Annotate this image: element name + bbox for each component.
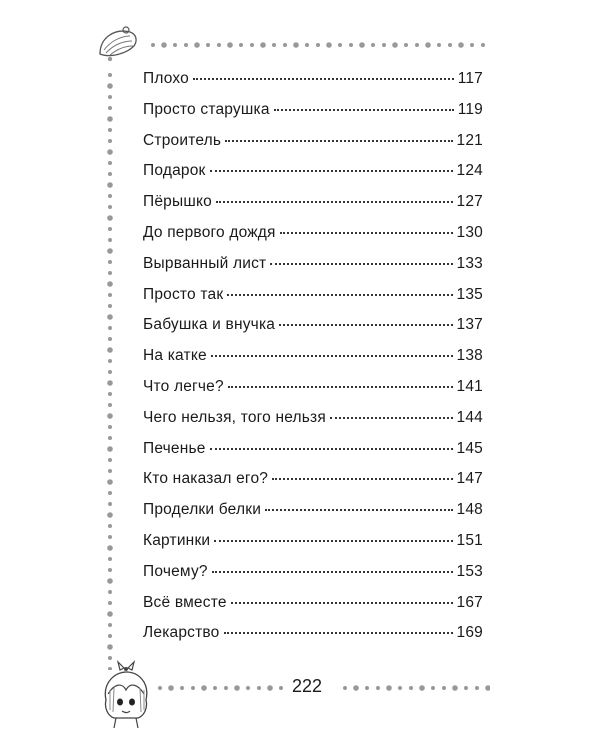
toc-leader-dots bbox=[193, 76, 454, 80]
border-dot bbox=[425, 42, 431, 48]
border-dot bbox=[151, 43, 155, 47]
toc-entry bbox=[143, 347, 483, 378]
toc-entry bbox=[143, 409, 483, 440]
border-dot bbox=[107, 314, 113, 320]
toc-entry bbox=[143, 440, 483, 471]
border-dot bbox=[398, 686, 402, 690]
border-dot bbox=[267, 685, 273, 691]
toc-entry bbox=[143, 132, 483, 163]
border-dot bbox=[108, 106, 112, 110]
border-dot bbox=[224, 686, 228, 690]
border-dot bbox=[108, 271, 112, 275]
border-dot bbox=[107, 149, 113, 155]
border-dot bbox=[239, 43, 243, 47]
toc-entry-page: 145 bbox=[456, 439, 483, 457]
border-dot bbox=[107, 413, 113, 419]
border-dot bbox=[338, 43, 342, 47]
border-dot bbox=[173, 43, 177, 47]
border-dot bbox=[107, 545, 113, 551]
toc-leader-dots bbox=[211, 353, 453, 357]
border-dot bbox=[108, 194, 112, 198]
border-dot bbox=[382, 43, 386, 47]
toc-entry-page: 138 bbox=[456, 347, 483, 365]
toc-leader-dots bbox=[270, 261, 452, 265]
toc-entry bbox=[143, 286, 483, 317]
toc-leader-dots bbox=[227, 292, 452, 296]
border-dot bbox=[108, 370, 112, 374]
border-dot bbox=[107, 512, 113, 518]
toc-entry-title: Почему? bbox=[143, 562, 208, 580]
toc-entry bbox=[143, 101, 483, 132]
dots-border-bottom-left bbox=[155, 683, 285, 693]
toc-entry-title: На катке bbox=[143, 347, 207, 365]
border-dot bbox=[107, 248, 113, 254]
toc-entry-page: 151 bbox=[456, 531, 483, 549]
toc-entry bbox=[143, 532, 483, 563]
border-dot bbox=[107, 347, 113, 353]
toc-entry-page: 135 bbox=[456, 285, 483, 303]
border-dot bbox=[168, 685, 174, 691]
toc-entry-title: Просто так bbox=[143, 285, 224, 303]
border-dot bbox=[108, 601, 112, 605]
dots-border-top bbox=[148, 40, 488, 50]
toc-entry-title: Всё вместе bbox=[143, 593, 227, 611]
border-dot bbox=[234, 685, 240, 691]
border-dot bbox=[475, 686, 479, 690]
toc-entry-page: 169 bbox=[456, 624, 483, 642]
border-dot bbox=[386, 685, 392, 691]
border-dot bbox=[108, 557, 112, 561]
toc-leader-dots bbox=[228, 384, 453, 388]
border-dot bbox=[108, 359, 112, 363]
border-dot bbox=[359, 42, 365, 48]
toc-leader-dots bbox=[274, 107, 454, 111]
border-dot bbox=[279, 686, 283, 690]
border-dot bbox=[107, 215, 113, 221]
border-dot bbox=[257, 686, 261, 690]
toc-leader-dots bbox=[212, 569, 453, 573]
border-dot bbox=[107, 182, 113, 188]
border-dot bbox=[108, 590, 112, 594]
border-dot bbox=[376, 686, 380, 690]
toc-leader-dots bbox=[279, 322, 452, 326]
toc-leader-dots bbox=[210, 168, 453, 172]
toc-entry-page: 141 bbox=[456, 377, 483, 395]
border-dot bbox=[108, 227, 112, 231]
toc-entry-page: 130 bbox=[456, 223, 483, 241]
toc-entry-title: Плохо bbox=[143, 70, 190, 87]
toc-entry-title: Вырванный лист bbox=[143, 254, 267, 272]
border-dot bbox=[108, 326, 112, 330]
border-dot bbox=[293, 42, 299, 48]
border-dot bbox=[107, 83, 113, 89]
toc-entry-page: 167 bbox=[456, 593, 483, 611]
toc-entry bbox=[143, 624, 483, 655]
border-dot bbox=[108, 95, 112, 99]
toc-entry-title: Бабушка и внучка bbox=[143, 316, 276, 334]
border-dot bbox=[108, 139, 112, 143]
toc-leader-dots bbox=[280, 230, 453, 234]
toc-leader-dots bbox=[224, 630, 453, 634]
border-dot bbox=[108, 260, 112, 264]
toc-entry-page: 137 bbox=[456, 316, 483, 334]
border-dot bbox=[108, 568, 112, 572]
border-dot bbox=[107, 281, 113, 287]
border-dot bbox=[108, 337, 112, 341]
toc-entry bbox=[143, 316, 483, 347]
border-dot bbox=[464, 686, 468, 690]
border-dot bbox=[409, 686, 413, 690]
toc-entry-title: Картинки bbox=[143, 531, 211, 549]
toc-entry bbox=[143, 563, 483, 594]
toc-entry bbox=[143, 255, 483, 286]
border-dot bbox=[108, 403, 112, 407]
border-dot bbox=[353, 685, 359, 691]
border-dot bbox=[108, 128, 112, 132]
border-dot bbox=[283, 43, 287, 47]
border-dot bbox=[191, 686, 195, 690]
toc-leader-dots bbox=[272, 476, 452, 480]
border-dot bbox=[108, 535, 112, 539]
border-dot bbox=[227, 42, 233, 48]
border-dot bbox=[161, 42, 167, 48]
border-dot bbox=[108, 458, 112, 462]
toc-entry-page: 147 bbox=[456, 470, 483, 488]
border-dot bbox=[316, 43, 320, 47]
border-dot bbox=[184, 43, 188, 47]
border-dot bbox=[108, 524, 112, 528]
border-dot bbox=[272, 43, 276, 47]
dots-border-bottom-right bbox=[340, 683, 490, 693]
border-dot bbox=[452, 685, 458, 691]
border-dot bbox=[250, 43, 254, 47]
border-dot bbox=[392, 42, 398, 48]
border-dot bbox=[107, 611, 113, 617]
toc-entry-page: 144 bbox=[456, 408, 483, 426]
border-dot bbox=[158, 686, 162, 690]
toc-leader-dots bbox=[214, 538, 452, 542]
border-dot bbox=[107, 116, 113, 122]
toc-entry-page: 148 bbox=[456, 501, 483, 519]
border-dot bbox=[107, 380, 113, 386]
border-dot bbox=[485, 685, 490, 691]
toc-entry-page: 153 bbox=[456, 562, 483, 580]
border-dot bbox=[201, 685, 207, 691]
border-dot bbox=[108, 304, 112, 308]
border-dot bbox=[365, 686, 369, 690]
border-dot bbox=[108, 623, 112, 627]
page-number: 222 bbox=[292, 676, 323, 696]
toc-entry bbox=[143, 193, 483, 224]
border-dot bbox=[108, 73, 112, 77]
border-dot bbox=[349, 43, 353, 47]
border-dot bbox=[108, 161, 112, 165]
toc-entry-title: Проделки белки bbox=[143, 501, 262, 519]
border-dot bbox=[213, 686, 217, 690]
border-dot bbox=[108, 502, 112, 506]
border-dot bbox=[431, 686, 435, 690]
toc-entry-title: Подарок bbox=[143, 162, 206, 180]
border-dot bbox=[437, 43, 441, 47]
border-dot bbox=[458, 42, 464, 48]
toc-entry bbox=[143, 224, 483, 255]
toc-entry-page: 133 bbox=[456, 254, 483, 272]
toc-leader-dots bbox=[265, 507, 452, 511]
border-dot bbox=[108, 172, 112, 176]
border-dot bbox=[326, 42, 332, 48]
toc-entry-title: Просто старушка bbox=[143, 100, 270, 118]
border-dot bbox=[107, 644, 113, 650]
border-dot bbox=[415, 43, 419, 47]
border-dot bbox=[107, 479, 113, 485]
border-dot bbox=[442, 686, 446, 690]
toc-entry bbox=[143, 501, 483, 532]
toc-entry-title: Кто наказал его? bbox=[143, 470, 269, 488]
toc-entry-page: 119 bbox=[457, 100, 483, 118]
border-dot bbox=[180, 686, 184, 690]
border-dot bbox=[108, 425, 112, 429]
border-dot bbox=[470, 43, 474, 47]
toc-entry-title: Пёрышко bbox=[143, 193, 212, 211]
toc-leader-dots bbox=[225, 138, 452, 142]
toc-entry bbox=[143, 378, 483, 409]
toc-entry-title: Чего нельзя, того нельзя bbox=[143, 408, 326, 426]
border-dot bbox=[107, 578, 113, 584]
toc-entry-title: Лекарство bbox=[143, 624, 220, 642]
border-dot bbox=[194, 42, 200, 48]
toc-entry-page: 127 bbox=[456, 193, 483, 211]
toc-entry-page: 124 bbox=[456, 162, 483, 180]
girl-face-icon bbox=[98, 660, 154, 730]
toc-entry-title: Печенье bbox=[143, 439, 206, 457]
border-dot bbox=[108, 205, 112, 209]
border-dot bbox=[371, 43, 375, 47]
border-dot bbox=[108, 469, 112, 473]
table-of-contents bbox=[143, 70, 483, 655]
border-dot bbox=[404, 43, 408, 47]
toc-entry-page: 121 bbox=[456, 131, 483, 149]
border-dot bbox=[108, 491, 112, 495]
border-dot bbox=[448, 43, 452, 47]
border-dot bbox=[481, 43, 485, 47]
border-dot bbox=[260, 42, 266, 48]
dots-border-left bbox=[105, 70, 115, 670]
border-dot bbox=[343, 686, 347, 690]
border-dot bbox=[305, 43, 309, 47]
border-dot bbox=[108, 436, 112, 440]
border-dot bbox=[246, 686, 250, 690]
toc-leader-dots bbox=[216, 199, 453, 203]
border-dot bbox=[206, 43, 210, 47]
toc-entry bbox=[143, 162, 483, 193]
border-dot bbox=[107, 446, 113, 452]
border-dot bbox=[108, 392, 112, 396]
toc-leader-dots bbox=[231, 600, 453, 604]
toc-entry-title: До первого дождя bbox=[143, 223, 276, 241]
toc-entry bbox=[143, 470, 483, 501]
toc-entry-title: Что легче? bbox=[143, 377, 224, 395]
toc-leader-dots bbox=[330, 415, 453, 419]
toc-leader-dots bbox=[210, 446, 453, 450]
toc-entry-page: 117 bbox=[457, 70, 483, 87]
toc-entry bbox=[143, 594, 483, 625]
toc-entry-title: Строитель bbox=[143, 131, 222, 149]
border-dot bbox=[108, 293, 112, 297]
toc-entry bbox=[143, 70, 483, 101]
border-dot bbox=[108, 634, 112, 638]
border-dot bbox=[217, 43, 221, 47]
hair-ornament-icon bbox=[96, 24, 140, 64]
border-dot bbox=[108, 238, 112, 242]
border-dot bbox=[419, 685, 425, 691]
